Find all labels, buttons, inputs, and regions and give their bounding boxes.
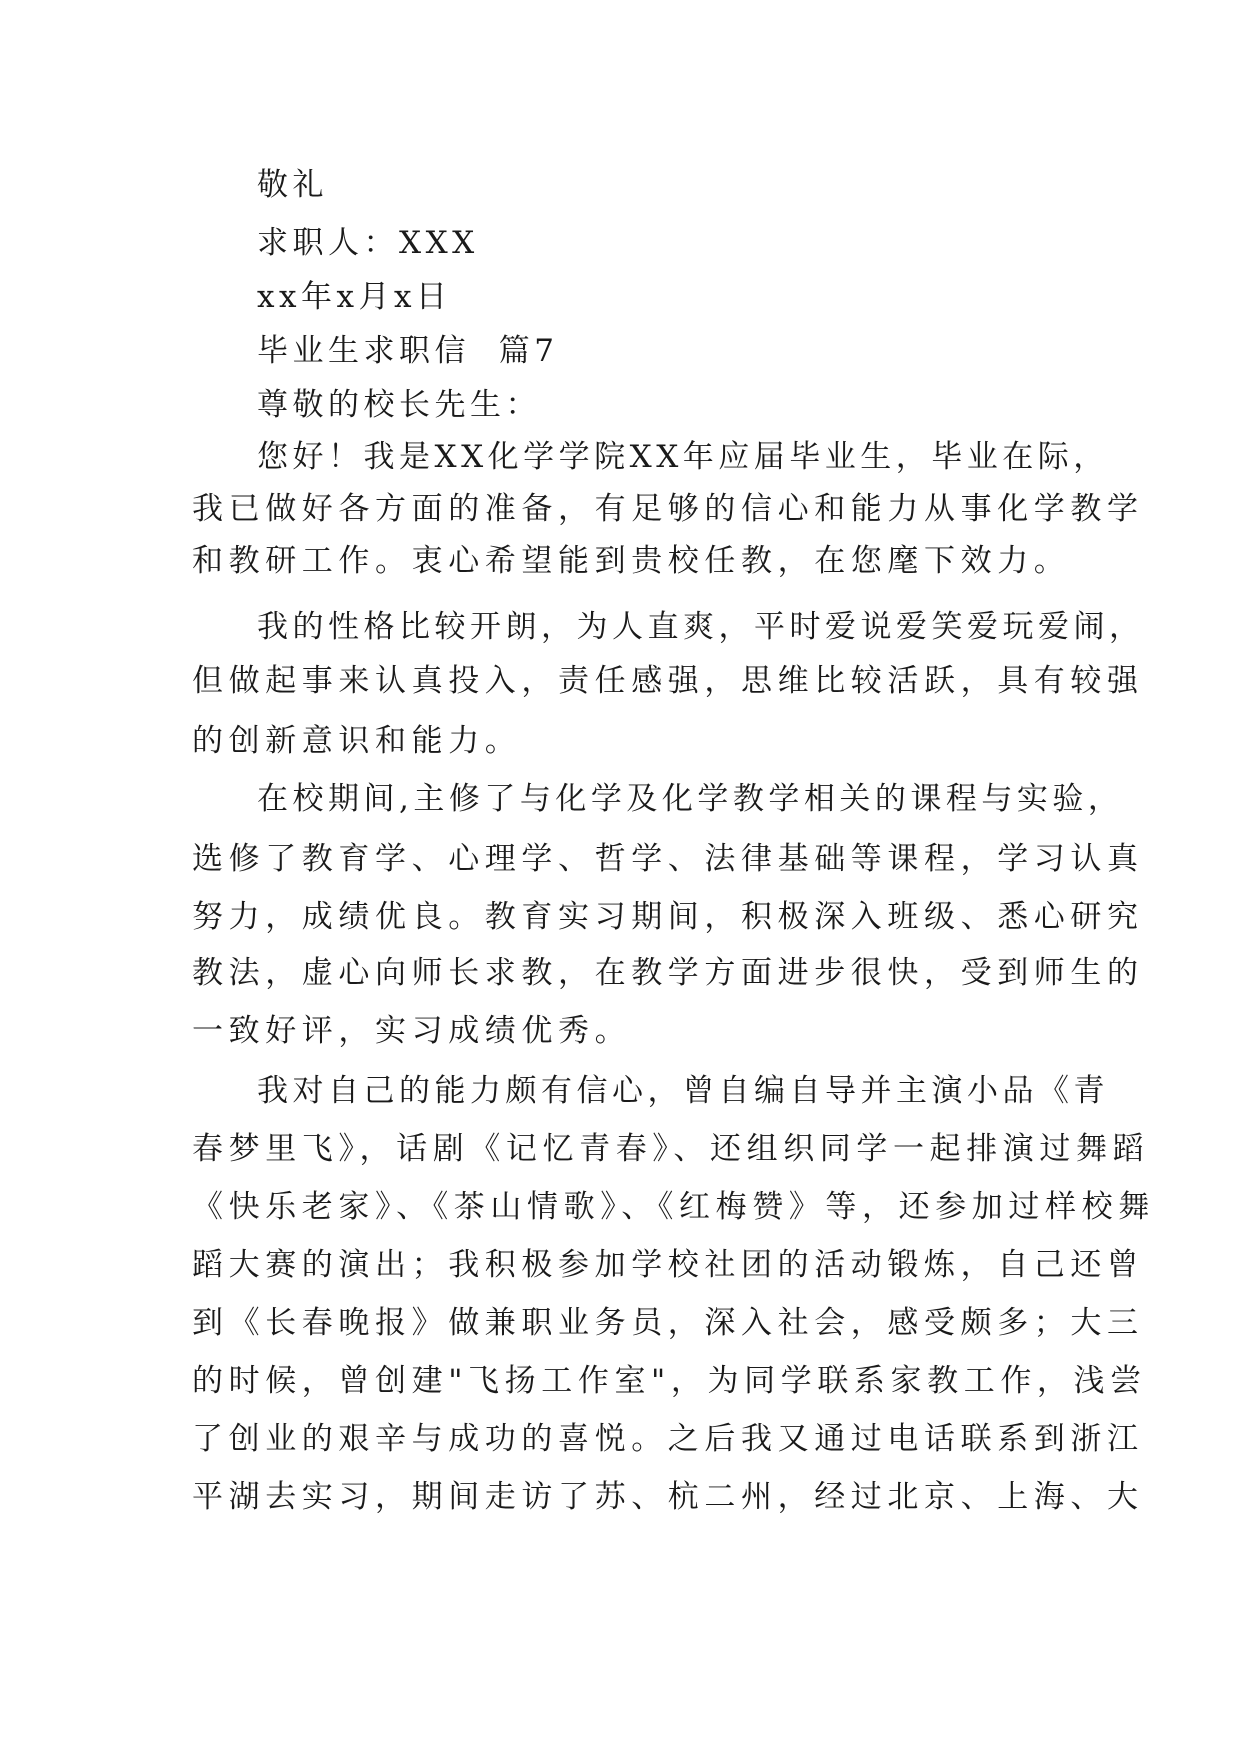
letter-date: xx年x月x日 bbox=[257, 279, 452, 315]
applicant-signature: 求职人：XXX bbox=[257, 225, 479, 261]
paragraph-line: 蹈大赛的演出；我积极参加学校社团的活动锻炼，自己还曾 bbox=[192, 1247, 1144, 1283]
paragraph-line: 平湖去实习，期间走访了苏、杭二州，经过北京、上海、大 bbox=[192, 1479, 1144, 1515]
paragraph-line: 您好！我是XX化学学院XX年应届毕业生，毕业在际， bbox=[257, 439, 1109, 475]
section-heading: 毕业生求职信 篇7 bbox=[257, 333, 559, 369]
paragraph-line: 但做起事来认真投入，责任感强，思维比较活跃，具有较强 bbox=[192, 663, 1144, 699]
paragraph-line: 努力，成绩优良。教育实习期间，积极深入班级、悉心研究 bbox=[192, 899, 1144, 935]
paragraph-line: 我对自己的能力颇有信心，曾自编自导并主演小品《青 bbox=[257, 1073, 1109, 1109]
paragraph-line: 在校期间,主修了与化学及化学教学相关的课程与实验， bbox=[257, 781, 1124, 817]
paragraph-line: 教法，虚心向师长求教，在教学方面进步很快，受到师生的 bbox=[192, 955, 1144, 991]
paragraph-line: 一致好评，实习成绩优秀。 bbox=[192, 1013, 632, 1049]
paragraph-line: 的时候，曾创建"飞扬工作室"，为同学联系家教工作，浅尝 bbox=[192, 1363, 1147, 1399]
closing-salutation: 敬礼 bbox=[257, 167, 328, 203]
paragraph-line: 到《长春晚报》做兼职业务员，深入社会，感受颇多；大三 bbox=[192, 1305, 1144, 1341]
paragraph-line: 和教研工作。衷心希望能到贵校任教，在您麾下效力。 bbox=[192, 543, 1071, 579]
paragraph-line: 春梦里飞》，话剧《记忆青春》、还组织同学一起排演过舞蹈 bbox=[192, 1131, 1150, 1167]
paragraph-line: 的创新意识和能力。 bbox=[192, 723, 522, 759]
paragraph-line: 选修了教育学、心理学、哲学、法律基础等课程，学习认真 bbox=[192, 841, 1144, 877]
paragraph-line: 我已做好各方面的准备，有足够的信心和能力从事化学教学 bbox=[192, 491, 1144, 527]
paragraph-line: 了创业的艰辛与成功的喜悦。之后我又通过电话联系到浙江 bbox=[192, 1421, 1144, 1457]
paragraph-line: 《快乐老家》、《茶山情歌》、《红梅赞》等，还参加过样校舞 bbox=[192, 1189, 1155, 1225]
greeting: 尊敬的校长先生： bbox=[257, 387, 541, 423]
paragraph-line: 我的性格比较开朗，为人直爽，平时爱说爱笑爱玩爱闹， bbox=[257, 609, 1145, 645]
